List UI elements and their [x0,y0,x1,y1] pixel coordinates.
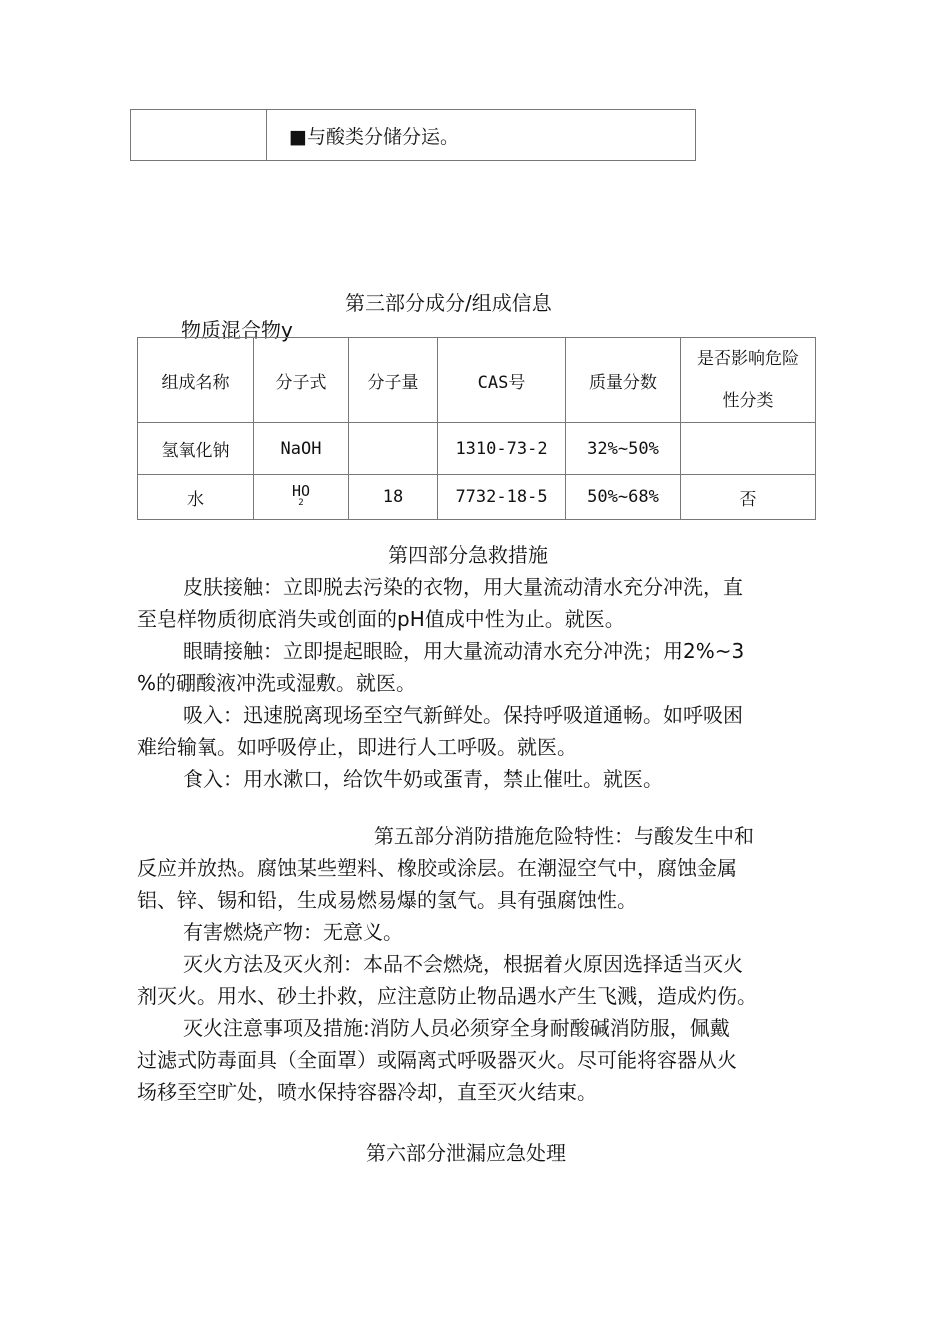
section4-body [137,571,827,795]
section4-title: 第四部分急救措施 [388,543,548,567]
header-danger [681,338,816,423]
text-line: 难给输氧。如呼吸停止，即进行人工呼吸。就医。 [137,735,577,759]
text-line: 剂灭火。用水、砂土扑救，应注意防止物品遇水产生飞溅，造成灼伤。 [137,984,757,1008]
table-header-row [138,338,816,423]
text-line: %的硼酸液冲洗或湿敷。就医。 [137,671,417,695]
section3-subtitle: 物质混合物y [181,318,293,342]
header-cas: CAS号 [438,338,566,423]
cell-formula [254,475,349,520]
text-line: 食入：用水漱口，给饮牛奶或蛋青，禁止催吐。就医。 [183,767,663,791]
cell-fraction: 50%~68% [566,475,681,520]
header-formula: 分子式 [254,338,349,423]
cell-danger [681,423,816,475]
text-line: 铝、锌、锡和铅，生成易燃易爆的氢气。具有强腐蚀性。 [137,888,637,912]
cell-name: 水 [138,475,254,520]
section5-title-line: 第五部分消防措施危险特性：与酸发生中和 [374,824,754,848]
text-line: 吸入：迅速脱离现场至空气新鲜处。保持呼吸道通畅。如呼吸困 [183,703,743,727]
cell-mw [349,423,438,475]
cell-cas: 7732-18-5 [438,475,566,520]
table-row [138,475,816,520]
header-mw: 分子量 [349,338,438,423]
storage-table [130,109,696,161]
section6-title: 第六部分泄漏应急处理 [366,1141,566,1165]
storage-note: ■与酸类分储分运。 [267,110,696,161]
section5-body [137,820,837,1108]
text-line: 灭火注意事项及措施:消防人员必须穿全身耐酸碱消防服，佩戴 [183,1016,730,1040]
header-danger-line1: 是否影响危险 [697,349,799,369]
text-line: 场移至空旷处，喷水保持容器冷却，直至灭火结束。 [137,1080,597,1104]
composition-table [137,337,816,520]
cell-cas: 1310-73-2 [438,423,566,475]
text-line: 过滤式防毒面具（全面罩）或隔离式呼吸器灭火。尽可能将容器从火 [137,1048,737,1072]
formula-main: HO [291,482,311,500]
cell-danger: 否 [681,475,816,520]
section3-title: 第三部分成分/组成信息 [345,291,552,315]
header-danger-line2: 性分类 [722,391,774,411]
formula-subscript: 2 [298,498,304,508]
text-line: 反应并放热。腐蚀某些塑料、橡胶或涂层。在潮湿空气中，腐蚀金属 [137,856,737,880]
cell-name: 氢氧化钠 [138,423,254,475]
text-line: 有害燃烧产物：无意义。 [183,920,403,944]
table-row [138,423,816,475]
cell-formula: NaOH [254,423,349,475]
text-line: 皮肤接触：立即脱去污染的衣物，用大量流动清水充分冲洗，直 [183,575,743,599]
header-fraction: 质量分数 [566,338,681,423]
text-line: 灭火方法及灭火剂：本品不会燃烧，根据着火原因选择适当灭火 [183,952,743,976]
header-name: 组成名称 [138,338,254,423]
storage-table-empty-cell [131,110,267,161]
text-line: 眼睛接触：立即提起眼睑，用大量流动清水充分冲洗；用2%~3 [183,639,745,663]
cell-mw: 18 [349,475,438,520]
text-line: 至皂样物质彻底消失或创面的pH值成中性为止。就医。 [137,607,625,631]
cell-fraction: 32%~50% [566,423,681,475]
formula [292,484,310,508]
